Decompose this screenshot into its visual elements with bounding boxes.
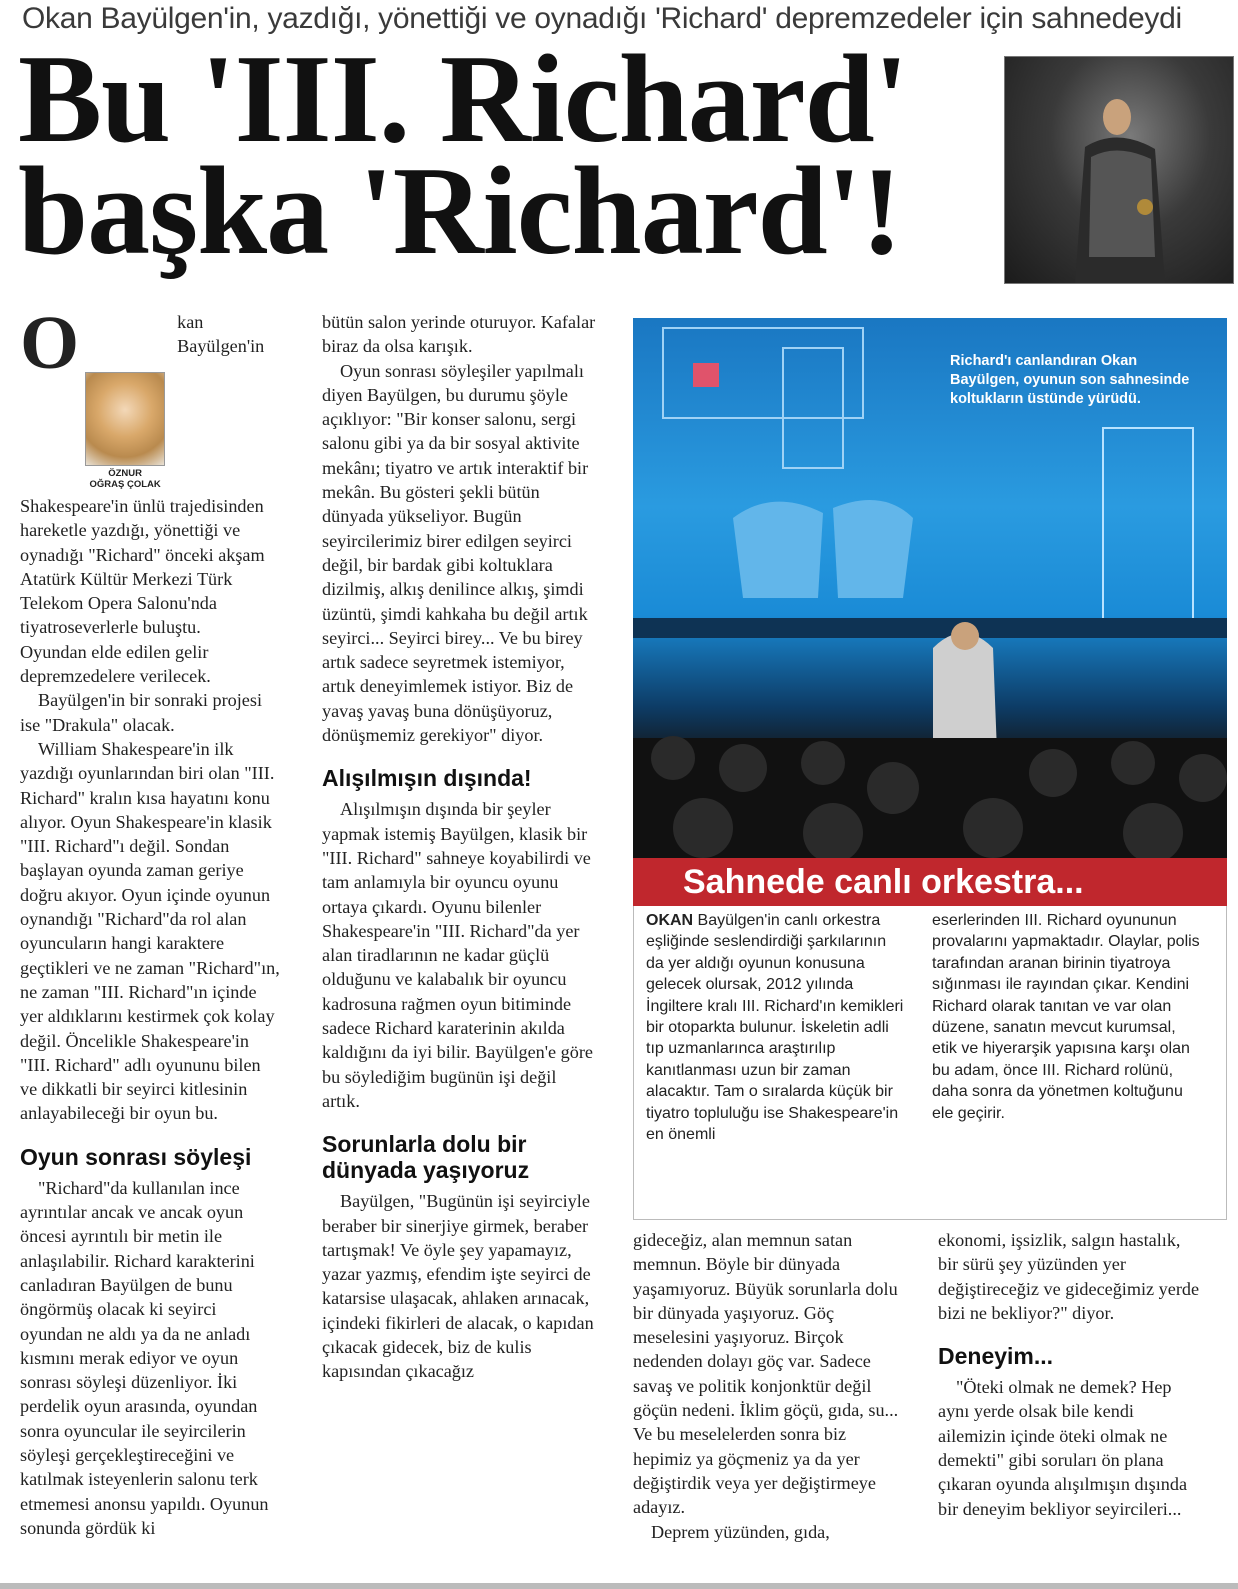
headline-line-2: başka 'Richard'! — [18, 142, 902, 281]
paragraph: gideceğiz, alan memnun satan memnun. Böyle bir dünyada yaşamıyoruz. Büyük sorunlarla dolu bir dünyada yaşıyoruz. Göç meselesini yaşıyoruz. Birçok nedenden dolayı göç var. Sadece savaş ve politik konjonktür değil göçün nedeni. İklim göçü, gıda, su... Ve bu meselelerden sonra biz hepimiz ya göçmeniz ya da yer değiştirdik veya yer değiştirmeye adayız. — [633, 1230, 899, 1518]
subheading-deneyim: Deneyim... — [938, 1343, 1054, 1370]
paragraph: Deprem yüzünden, gıda, — [651, 1521, 830, 1542]
paragraph: "Richard"da kullanılan ince ayrıntılar ancak ve ancak oyun öncesi ayrıntılı bir metin ile anlaşılabilir. Richard karakterini canladıran Bayülgen de bunu öngörmüş olacak ki seyirci oyundan ne aldı ya da ne anladı kısmını merak ediyor ve oyun sonrası söyleşi düzenliyor. İki perdelik oyun arasında, oyundan sonra oyuncular ile seyircilerin söyleşi gerçekleştireceğini ve katılmak isteyenlerin salonu terk etmemesi anonsu yapıldı. Oyunun sonunda gördük ki — [20, 1177, 269, 1538]
box-title: Sahnede canlı orkestra... — [633, 858, 1227, 906]
box-left-text: Bayülgen'in canlı orkestra eşliğinde seslendirdiği şarkılarının da yer aldığı oyunun konusuna gelecek olursak, 2012 yılında İngiltere kralı III. Richard'ın kemikleri bir otoparkta bulunur. İskeletin adli tıp uzmanlarınca araştırılıp kanıtlanması uzun bir zaman alacaktır. Tam o sıralarda küçük bir tiyatro topluluğu ise Shakespeare'in en önemli — [646, 912, 904, 1144]
paragraph: William Shakespeare'in ilk yazdığı oyunlarından biri olan "III. Richard" kralın kısa hayatını konu alıyor. Oyun Shakespeare'in klasik "III. Richard"ı değil. Sondan başlayan oyunda zaman geriye doğru akıyor. Oyun içinde oyunun oynandığı "Richard"da rol alan oyuncuların hangi karaktere geçtikleri ve ne zaman "Richard"ın, ne zaman "III. Richard"ın içinde yer aldıklarını kestirmek çok kolay değil. Öncelikle Shakespeare'in "III. Richard" adlı oyununu bilen ve dikkatli bir seyirci kitlesinin anlayabileceği bir oyun bu. — [20, 738, 280, 1124]
kicker: Okan Bayülgen'in, yazdığı, yönettiği ve oynadığı 'Richard' depremzedeler için sahnedeydi — [22, 2, 1182, 35]
actor-photo — [1004, 56, 1234, 284]
drop-cap: O — [20, 301, 80, 385]
subheading-alisilmisin-disinda: Alışılmışın dışında! — [322, 765, 532, 792]
column-1 — [20, 301, 282, 1540]
column-4 — [938, 1228, 1200, 1521]
box-column-right — [932, 910, 1202, 1124]
author-name-line-1: ÖZNUR — [108, 468, 143, 479]
paragraph: Alışılmışın dışında bir şeyler yapmak istemiş Bayülgen, klasik bir "III. Richard" sahneye koyabilirdi ve tam anlamıyla bir oyuncu oyunu ortaya çıkardı. Oyunu bilenler Shakespeare'in "III. Richard"da yer alan tiradlarının ne kadar güçlü olduğunu ve kalabalık bir oyuncu kadrosuna rağmen oyun bitiminde sadece Richard karaterinin akılda kaldığını da iyi bilir. Bayülgen'e göre bu söylediğim bugünün işi değil artık. — [322, 799, 593, 1111]
author-name — [85, 468, 165, 490]
box-column-left — [646, 910, 908, 1145]
column-2 — [322, 310, 598, 1384]
author-name-line-2: OĞRAŞ ÇOLAK — [89, 479, 161, 490]
actor-figure-illustration — [1005, 57, 1233, 283]
subheading-sorunlarla-dolu: Sorunlarla dolu bir dünyada yaşıyoruz — [322, 1131, 530, 1184]
author-box — [85, 372, 165, 490]
box-lead: OKAN — [646, 912, 694, 929]
photo-caption: Richard'ı canlandıran Okan Bayülgen, oyunun son sahnesinde koltukların üstünde yürüdü. — [950, 353, 1190, 407]
paragraph: Bayülgen, "Bugünün işi seyirciyle beraber bir sinerjiye girmek, beraber tartışmak! Ve öyle şey yapamayız, yazar yazmış, efendim işte seyirci de katarsise ulaşacak, ahlaken arınacak, içindeki fikirleri de alacak, o kapıdan çıkacak gidecek, biz de kulis kapısından çıkacağız — [322, 1191, 594, 1382]
paragraph: bütün salon yerinde oturuyor. Kafalar biraz da olsa karışık. — [322, 312, 596, 357]
intro-text: kan Bayülgen'in Shakespeare'in ünlü trajedisinden hareketle yazdığı, yönettiği ve oynadığı "Richard" önceki akşam Atatürk Kültür Merkezi Türk Telekom Opera Salonu'nda tiyatroseverlerle buluştu. — [20, 312, 265, 638]
paragraph: Bayülgen'in bir sonraki projesi ise "Drakula" olacak. — [20, 690, 263, 735]
subheading-oyun-sonrasi: Oyun sonrası söyleşi — [20, 1143, 252, 1170]
box-right-text: eserlerinden III. Richard oyununun provalarını yapmaktadır. Olaylar, polis tarafından aranan birinin tiyatroya sığınması ile rayından çıkar. Kendini Richard olarak tanıtan ve var olan düzene, sanatın mevcut kurumsal, etik ve hiyerarşik yapısına karşı olan bu adam, önce III. Richard rolünü, daha sonra da yönetmen koltuğunu ele geçirir. — [932, 912, 1200, 1122]
paragraph: Oyun sonrası söyleşiler yapılmalı diyen Bayülgen, bu durumu şöyle açıklıyor: "Bir konser salonu, sergi salonu gibi ya da bir sosyal aktivite mekânı; tiyatro ve artık interaktif bir mekân. Bu gösteri şekli bütün dünyada yükseliyor. Bugün seyircilerimiz birer edilgen seyirci değil, bir bardak gibi koltuklara dizilmiş, alkış denilince alkış, şimdi üzüntü, şimdi kahkaha bu değil artık seyirci... Seyirci birey... Ve bu birey artık sadece seyretmek istemiyor, artık deneyimlemek istiyor. Biz de yavaş yavaş buna dönüşüyoruz, dönüşmemiz gerekiyor" diyor. — [322, 360, 589, 746]
column-3 — [633, 1228, 909, 1544]
paragraph: "Öteki olmak ne demek? Hep aynı yerde olsak bile kendi ailemizin içinde öteki olmak ne demekti" gibi soruları ön plana çıkaran oyunda alışılmışın dışında bir deneyim bekliyor seyircileri... — [938, 1377, 1188, 1519]
info-box — [633, 906, 1227, 1220]
page-bottom-rule — [0, 1583, 1238, 1589]
paragraph: Oyundan elde edilen gelir depremzedelere verilecek. — [20, 641, 211, 687]
headline — [18, 30, 998, 281]
headline-line-1: Bu 'III. Richard' — [18, 30, 908, 169]
paragraph: ekonomi, işsizlik, salgın hastalık, bir sürü şey yüzünden yer değiştireceğiz ve gideceğimiz yerde bizi ne bekliyor?" diyor. — [938, 1230, 1200, 1323]
author-photo — [85, 372, 165, 466]
